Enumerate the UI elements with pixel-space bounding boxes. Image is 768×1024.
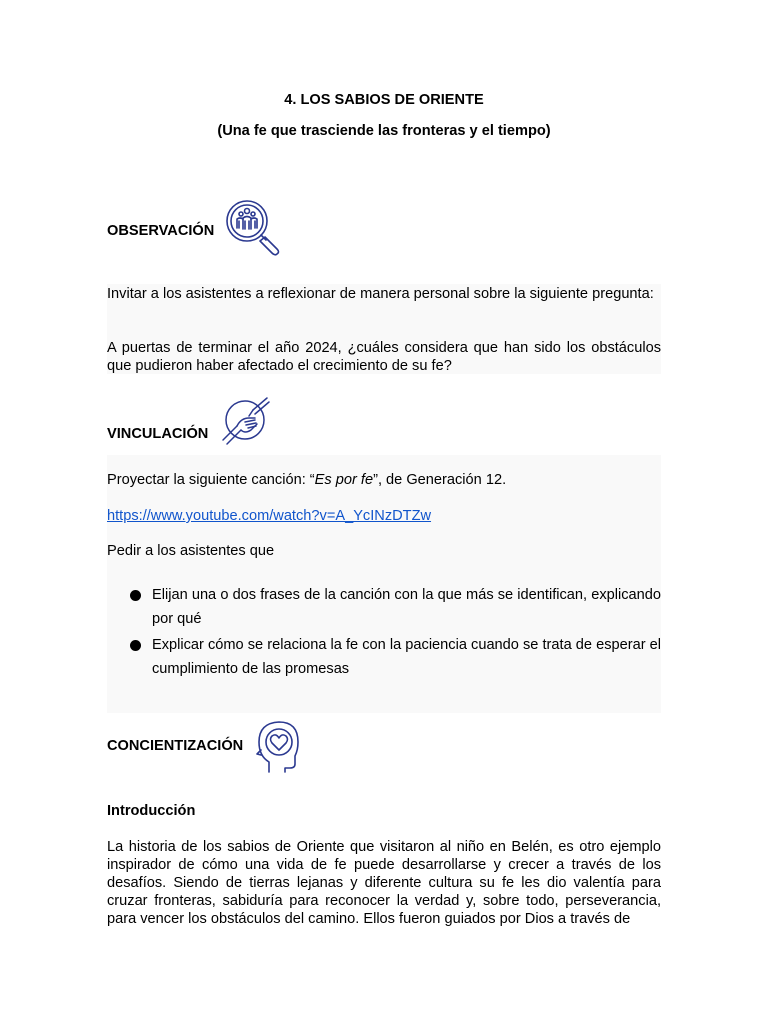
introduccion-paragraph: La historia de los sabios de Oriente que visitaron al niño en Belén, es otro ejemplo inspirador de cómo una vida de fe puede desarrollarse y crecer a través de los desafíos. Siendo de tierras lejanas y diferente cultura su fe les dio valentía para cruzar fronteras, sabiduría para reconocer la verdad y, sobre todo, perseverancia, para vencer los obstáculos del camino. Ellos fueron guiados por Dios a través de: [107, 839, 661, 927]
list-item: [130, 633, 661, 681]
song-title: Es por fe: [314, 472, 374, 488]
bullet-icon: [130, 640, 141, 651]
section-observacion-heading: [107, 199, 283, 263]
head-heart-icon: [255, 720, 301, 778]
bullet-icon: [130, 590, 141, 601]
instruction-bullet-list: [130, 583, 661, 683]
song-suffix: ”, de Generación 12.: [373, 472, 507, 488]
youtube-link[interactable]: https://www.youtube.com/watch?v=A_YcINzDTZw: [107, 508, 432, 524]
bullet-text: Elijan una o dos frases de la canción con la que más se identifican, explicando por qué: [152, 587, 661, 627]
instruction-paragraph: Pedir a los asistentes que: [107, 543, 275, 559]
observacion-paragraph-2: A puertas de terminar el año 2024, ¿cuáles considera que han sido los obstáculos que pudieron haber afectado el crecimiento de su fe?: [107, 340, 661, 374]
bullet-text: Explicar cómo se relaciona la fe con la paciencia cuando se trata de esperar el cumplimiento de las promesas: [152, 637, 661, 677]
section-concientizacion-heading: [107, 720, 301, 778]
song-instruction: [107, 471, 661, 489]
section-label: CONCIENTIZACIÓN: [107, 738, 244, 754]
observacion-paragraph-1: Invitar a los asistentes a reflexionar de manera personal sobre la siguiente pregunta:: [107, 286, 654, 302]
section-label: OBSERVACIÓN: [107, 223, 215, 239]
song-prefix: Proyectar la siguiente canción: “: [107, 472, 315, 488]
document-title: 4. LOS SABIOS DE ORIENTE: [284, 92, 484, 108]
introduccion-heading: Introducción: [107, 803, 196, 819]
section-vinculacion-heading: [107, 396, 271, 450]
document-subtitle: (Una fe que trasciende las fronteras y el tiempo): [217, 123, 551, 139]
list-item: [130, 583, 661, 631]
magnifier-people-icon: [225, 199, 283, 263]
section-label: VINCULACIÓN: [107, 426, 209, 442]
song-link-line: [107, 507, 661, 525]
helping-hands-icon: [221, 396, 271, 450]
